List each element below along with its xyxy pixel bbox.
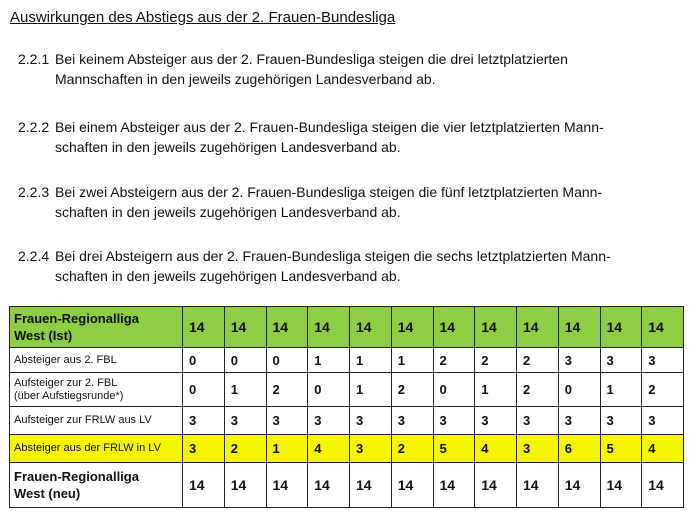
- row-label: [10, 407, 183, 435]
- paragraph-number: 2.2.3: [18, 184, 50, 200]
- table-cell: 3: [183, 435, 225, 463]
- table-cell: 0: [308, 373, 350, 407]
- paragraph-line: Mannschaften in den jeweils zugehörigen Landesverband ab.: [55, 71, 436, 87]
- table-cell: 4: [308, 435, 350, 463]
- table-cell: 0: [224, 348, 266, 373]
- row-label-line: Frauen-Regionalliga: [14, 311, 139, 326]
- row-label-line: Absteiger aus 2. FBL: [14, 353, 117, 366]
- paragraph-line: schaften in den jeweils zugehörigen Landesverband ab.: [55, 204, 401, 220]
- table-cell: 14: [183, 307, 225, 348]
- row-label-line: (über Aufstiegsrunde*): [14, 389, 124, 402]
- row-label-line: Aufsteiger zur 2. FBL: [14, 376, 118, 389]
- row-regionalliga-ist: [10, 307, 684, 348]
- table-cell: 14: [266, 307, 308, 348]
- table-cell: 3: [475, 407, 517, 435]
- table-cell: 3: [350, 435, 392, 463]
- table-cell: 0: [558, 373, 600, 407]
- row-label: [10, 373, 183, 407]
- table-cell: 3: [600, 348, 642, 373]
- row-label-line: West (Ist): [14, 328, 73, 343]
- league-table: [9, 306, 684, 508]
- table-cell: 2: [224, 435, 266, 463]
- table-cell: 14: [308, 307, 350, 348]
- table-cell: 2: [517, 373, 559, 407]
- table-cell: 3: [224, 407, 266, 435]
- table-cell: 3: [350, 407, 392, 435]
- table-cell: 14: [224, 307, 266, 348]
- paragraph-2-2-2: [18, 117, 694, 157]
- table-cell: 0: [266, 348, 308, 373]
- paragraph-line: Bei einem Absteiger aus der 2. Frauen-Bundesliga steigen die vier letztplatzierten Mann-: [55, 119, 604, 135]
- table-cell: 14: [517, 463, 559, 508]
- paragraph-line: Bei keinem Absteiger aus der 2. Frauen-Bundesliga steigen die drei letztplatzierten: [55, 51, 568, 67]
- table-cell: 14: [558, 307, 600, 348]
- table-cell: 3: [558, 407, 600, 435]
- table-cell: 5: [433, 435, 475, 463]
- row-label-line: West (neu): [14, 486, 81, 501]
- table-cell: 14: [475, 463, 517, 508]
- table-cell: 14: [350, 307, 392, 348]
- table-cell: 14: [224, 463, 266, 508]
- table-cell: 1: [308, 348, 350, 373]
- table-cell: 4: [475, 435, 517, 463]
- table-cell: 2: [391, 373, 433, 407]
- paragraph-number: 2.2.2: [18, 119, 50, 135]
- table-cell: 6: [558, 435, 600, 463]
- table-cell: 5: [600, 435, 642, 463]
- table-cell: 14: [350, 463, 392, 508]
- table-cell: 2: [391, 435, 433, 463]
- table-cell: 14: [600, 307, 642, 348]
- table-cell: 3: [642, 407, 684, 435]
- table-cell: 2: [475, 348, 517, 373]
- row-aufsteiger-2-fbl: [10, 373, 684, 407]
- row-label: [10, 435, 183, 463]
- table-cell: 14: [391, 463, 433, 508]
- table-cell: 3: [433, 407, 475, 435]
- paragraph-line: Bei zwei Absteigern aus der 2. Frauen-Bundesliga steigen die fünf letztplatzierten Mann-: [55, 184, 603, 200]
- row-label: [10, 348, 183, 373]
- table-cell: 3: [391, 407, 433, 435]
- row-label: [10, 463, 183, 508]
- table-cell: 2: [433, 348, 475, 373]
- table-cell: 14: [642, 307, 684, 348]
- table-cell: 14: [391, 307, 433, 348]
- row-label-line: Frauen-Regionalliga: [14, 469, 139, 484]
- table-cell: 1: [350, 373, 392, 407]
- row-label-line: Aufsteiger zur FRLW aus LV: [14, 414, 152, 426]
- table-cell: 0: [433, 373, 475, 407]
- table-cell: 1: [475, 373, 517, 407]
- table-cell: 14: [642, 463, 684, 508]
- section-heading: Auswirkungen des Abstiegs aus der 2. Frauen-Bundesliga: [10, 9, 396, 26]
- table-cell: 14: [600, 463, 642, 508]
- paragraph-line: schaften in den jeweils zugehörigen Landesverband ab.: [55, 268, 401, 284]
- table-cell: 3: [642, 348, 684, 373]
- table-cell: 2: [642, 373, 684, 407]
- table-cell: 2: [517, 348, 559, 373]
- table-cell: 14: [558, 463, 600, 508]
- table-cell: 1: [224, 373, 266, 407]
- table-cell: 14: [517, 307, 559, 348]
- paragraph-number: 2.2.4: [18, 248, 50, 264]
- table-cell: 14: [433, 307, 475, 348]
- table-cell: 3: [183, 407, 225, 435]
- table-cell: 3: [266, 407, 308, 435]
- row-aufsteiger-frlw: [10, 407, 684, 435]
- paragraph-number: 2.2.1: [18, 51, 50, 67]
- paragraph-line: Bei drei Absteigern aus der 2. Frauen-Bundesliga steigen die sechs letztplatzierten Mann-: [55, 248, 611, 264]
- table-cell: 3: [558, 348, 600, 373]
- paragraph-2-2-4: [18, 246, 694, 286]
- table-cell: 14: [266, 463, 308, 508]
- table-cell: 4: [642, 435, 684, 463]
- table-cell: 14: [183, 463, 225, 508]
- table-cell: 0: [183, 373, 225, 407]
- paragraph-2-2-3: [18, 182, 694, 222]
- table-cell: 14: [308, 463, 350, 508]
- table-cell: 1: [391, 348, 433, 373]
- paragraph-line: schaften in den jeweils zugehörigen Landesverband ab.: [55, 139, 401, 155]
- table-cell: 14: [475, 307, 517, 348]
- table-cell: 1: [350, 348, 392, 373]
- row-label: [10, 307, 183, 348]
- paragraph-2-2-1: [18, 49, 694, 89]
- table-cell: 3: [517, 435, 559, 463]
- table-cell: 3: [600, 407, 642, 435]
- row-absteiger-2-fbl: [10, 348, 684, 373]
- row-label-line: Absteiger aus der FRLW in LV: [14, 442, 161, 454]
- table-cell: 3: [517, 407, 559, 435]
- table-cell: 2: [266, 373, 308, 407]
- table-cell: 1: [266, 435, 308, 463]
- row-regionalliga-neu: [10, 463, 684, 508]
- table-cell: 14: [433, 463, 475, 508]
- table-cell: 3: [308, 407, 350, 435]
- table-cell: 1: [600, 373, 642, 407]
- row-absteiger-frlw: [10, 435, 684, 463]
- table-cell: 0: [183, 348, 225, 373]
